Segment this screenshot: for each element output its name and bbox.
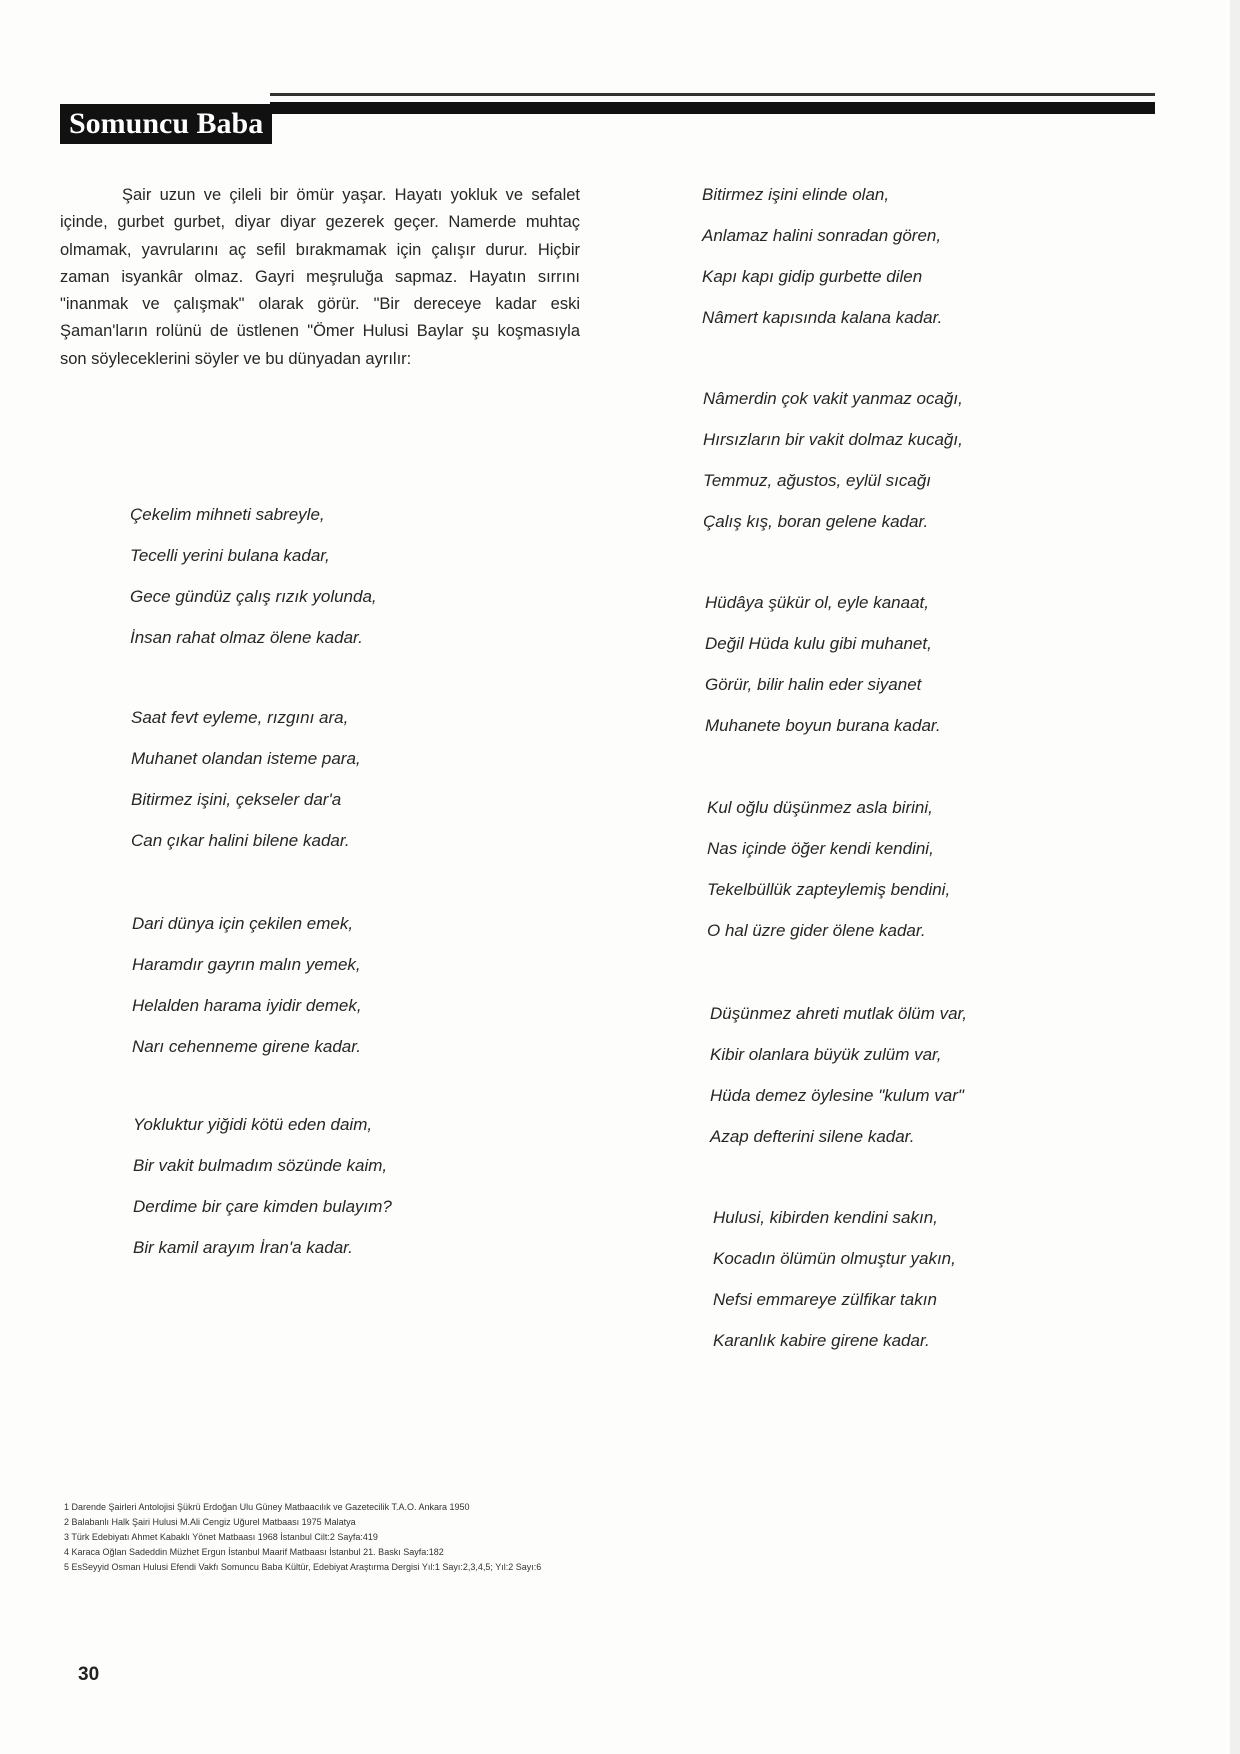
poem-line: Bir kamil arayım İran'a kadar.	[133, 1238, 353, 1257]
poem-line: Dari dünya için çekilen emek,	[132, 914, 354, 933]
poem-stanza-right-4	[707, 787, 950, 951]
poem-line: Tecelli yerini bulana kadar,	[130, 546, 330, 565]
poem-line: O hal üzre gider ölene kadar.	[707, 921, 926, 940]
poem-line: Hırsızların bir vakit dolmaz kucağı,	[703, 430, 963, 449]
poem-line: Can çıkar halini bilene kadar.	[131, 831, 350, 850]
poem-line: Kibir olanlara büyük zulüm var,	[710, 1045, 942, 1064]
footnote: 4 Karaca Oğlan Sadeddin Müzhet Ergun İstanbul Maarif Matbaası İstanbul 21. Baskı Sayfa:182	[64, 1547, 444, 1557]
poem-stanza-left-3	[132, 903, 362, 1067]
poem-line: Çekelim mihneti sabreyle,	[130, 505, 325, 524]
poem-line: Görür, bilir halin eder siyanet	[705, 675, 922, 694]
poem-line: Hüda demez öylesine "kulum var"	[710, 1086, 964, 1105]
poem-line: Gece gündüz çalış rızık yolunda,	[130, 587, 377, 606]
section-title: Somuncu Baba	[60, 104, 272, 144]
poem-line: Tekelbüllük zapteylemiş bendini,	[707, 880, 951, 899]
poem-line: Azap defterini silene kadar.	[710, 1127, 915, 1146]
poem-line: Düşünmez ahreti mutlak ölüm var,	[710, 1004, 967, 1023]
footnotes	[64, 1500, 1144, 1575]
footnote: 2 Balabanlı Halk Şairi Hulusi M.Ali Cengiz Uğurel Matbaası 1975 Malatya	[64, 1517, 356, 1527]
poem-stanza-right-2	[703, 378, 963, 542]
header-thin-rule	[270, 93, 1155, 96]
poem-line: Çalış kış, boran gelene kadar.	[703, 512, 929, 531]
footnote: 5 EsSeyyid Osman Hulusi Efendi Vakfı Somuncu Baba Kültür, Edebiyat Araştırma Dergisi Yıl:1 Sayı:2,3,4,5; Yıl:2 Sayı:6	[64, 1562, 542, 1572]
poem-line: Bir vakit bulmadım sözünde kaim,	[133, 1156, 388, 1175]
poem-line: Bitirmez işini elinde olan,	[702, 185, 890, 204]
poem-line: Nâmerdin çok vakit yanmaz ocağı,	[703, 389, 963, 408]
poem-line: Haramdır gayrın malın yemek,	[132, 955, 361, 974]
poem-stanza-left-4	[133, 1104, 392, 1268]
poem-stanza-left-1	[130, 494, 377, 658]
footnote: 3 Türk Edebiyatı Ahmet Kabaklı Yönet Matbaası 1968 İstanbul Cilt:2 Sayfa:419	[64, 1532, 378, 1542]
poem-line: Muhanet olandan isteme para,	[131, 749, 361, 768]
poem-line: Nefsi emmareye zülfikar takın	[713, 1290, 937, 1309]
poem-line: Narı cehenneme girene kadar.	[132, 1037, 362, 1056]
poem-stanza-left-2	[131, 697, 361, 861]
poem-line: Yokluktur yiğidi kötü eden daim,	[133, 1115, 373, 1134]
header-rule	[270, 102, 1155, 114]
poem-line: Değil Hüda kulu gibi muhanet,	[705, 634, 932, 653]
page-number: 30	[78, 1664, 100, 1685]
poem-line: Nâmert kapısında kalana kadar.	[702, 308, 943, 327]
poem-line: Bitirmez işini, çekseler dar'a	[131, 790, 342, 809]
intro-paragraph: Şair uzun ve çileli bir ömür yaşar. Hayatı yokluk ve sefalet içinde, gurbet gurbet, diyar diyar gezerek geçer. Namerde muhtaç olmamak, yavrularını aç sefil bırakmamak için çalışır durur. Hiçbir zaman isyankâr olmaz. Gayri meşruluğa sapmaz. Hayatın sırrını "inanmak ve çalışmak" olarak görür. "Bir dereceye kadar eski Şaman'ların rolünü de üstlenen "Ömer Hulusi Baylar şu koşmasıyla son söyleceklerini söyler ve bu dünyadan ayrılır:	[60, 186, 580, 368]
poem-line: Derdime bir çare kimden bulayım?	[133, 1197, 392, 1216]
poem-stanza-right-5	[710, 993, 967, 1157]
poem-line: Saat fevt eyleme, rızgını ara,	[131, 708, 349, 727]
poem-line: Temmuz, ağustos, eylül sıcağı	[703, 471, 932, 490]
poem-stanza-right-1	[702, 174, 942, 338]
poem-line: Nas içinde öğer kendi kendini,	[707, 839, 934, 858]
poem-line: Helalden harama iyidir demek,	[132, 996, 362, 1015]
page-edge	[1230, 0, 1240, 1754]
poem-line: Hüdâya şükür ol, eyle kanaat,	[705, 593, 929, 612]
poem-line: Anlamaz halini sonradan gören,	[702, 226, 942, 245]
poem-stanza-right-6	[713, 1197, 956, 1361]
footnote: 1 Darende Şairleri Antolojisi Şükrü Erdoğan Ulu Güney Matbaacılık ve Gazetecilik T.A.O. Ankara 1950	[64, 1502, 470, 1512]
poem-line: Muhanete boyun burana kadar.	[705, 716, 941, 735]
poem-line: Hulusi, kibirden kendini sakın,	[713, 1208, 938, 1227]
poem-line: İnsan rahat olmaz ölene kadar.	[130, 628, 363, 647]
poem-line: Kocadın ölümün olmuştur yakın,	[713, 1249, 956, 1268]
poem-stanza-right-3	[705, 582, 941, 746]
poem-line: Karanlık kabire girene kadar.	[713, 1331, 930, 1350]
poem-line: Kapı kapı gidip gurbette dilen	[702, 267, 923, 286]
poem-line: Kul oğlu düşünmez asla birini,	[707, 798, 933, 817]
